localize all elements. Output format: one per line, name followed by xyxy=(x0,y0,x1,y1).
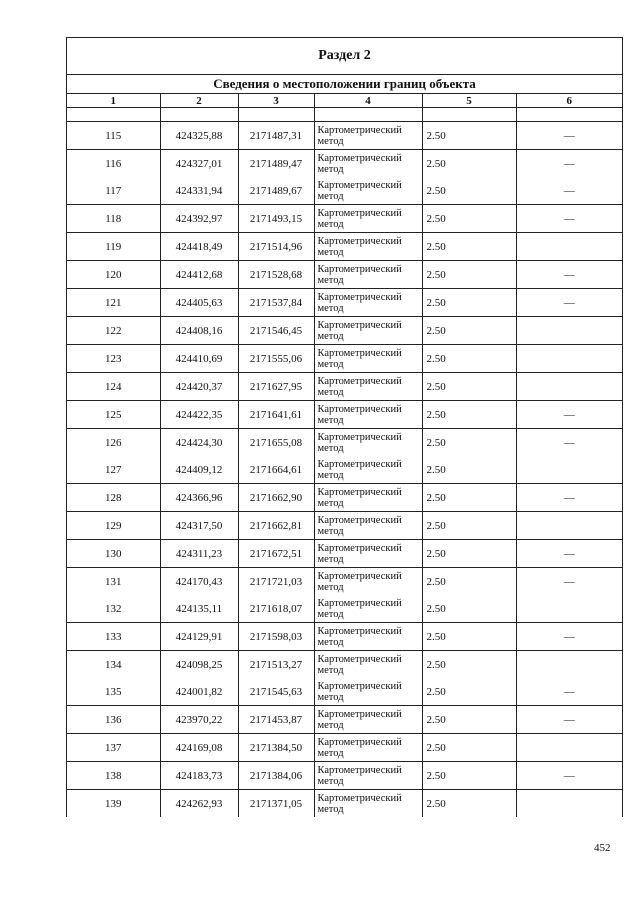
point-number-cell: 127 xyxy=(67,456,160,484)
document-frame xyxy=(66,37,623,817)
y-coordinate-cell: 2171618,07 xyxy=(238,595,314,623)
table-row xyxy=(67,261,622,289)
x-coordinate-cell: 424098,25 xyxy=(160,651,238,679)
accuracy-cell: 2.50 xyxy=(422,706,516,734)
note-cell xyxy=(516,790,622,818)
x-coordinate-cell: 424405,63 xyxy=(160,289,238,317)
note-cell xyxy=(516,512,622,540)
point-number-cell: 120 xyxy=(67,261,160,289)
table-body xyxy=(67,122,622,818)
accuracy-cell: 2.50 xyxy=(422,678,516,706)
note-cell: — xyxy=(563,575,575,588)
method-cell: Картометрический метод xyxy=(314,429,422,457)
y-coordinate-cell: 2171545,63 xyxy=(238,678,314,706)
point-number-cell: 124 xyxy=(67,373,160,401)
note-cell: — xyxy=(516,706,622,734)
x-coordinate-cell: 424412,68 xyxy=(160,261,238,289)
table-row xyxy=(67,289,622,317)
point-number-cell: 135 xyxy=(67,678,160,706)
accuracy-cell: 2.50 xyxy=(422,177,516,205)
table-row xyxy=(67,706,622,734)
y-coordinate-cell: 2171555,06 xyxy=(238,345,314,373)
accuracy-cell: 2.50 xyxy=(422,456,516,484)
note-cell xyxy=(516,734,622,762)
point-number-cell: 131 xyxy=(67,568,160,596)
x-coordinate-cell: 424327,01 xyxy=(160,150,238,178)
table-row xyxy=(67,678,622,706)
y-coordinate-cell: 2171384,50 xyxy=(238,734,314,762)
x-coordinate-cell: 424183,73 xyxy=(160,762,238,790)
method-cell: Картометрический метод xyxy=(314,261,422,289)
method-cell: Картометрический метод xyxy=(314,623,422,651)
y-coordinate-cell: 2171514,96 xyxy=(238,233,314,261)
point-number-cell: 137 xyxy=(67,734,160,762)
table-row xyxy=(67,456,622,484)
table-row xyxy=(67,568,622,596)
point-number-cell: 138 xyxy=(67,762,160,790)
method-cell: Картометрический метод xyxy=(314,233,422,261)
y-coordinate-cell: 2171641,61 xyxy=(238,401,314,429)
point-number-cell: 132 xyxy=(67,595,160,623)
column-header: 1 xyxy=(67,94,160,108)
y-coordinate-cell: 2171487,31 xyxy=(238,122,314,150)
point-number-cell: 129 xyxy=(67,512,160,540)
table-row xyxy=(67,484,622,512)
method-cell: Картометрический метод xyxy=(314,595,422,623)
x-coordinate-cell: 424325,88 xyxy=(160,122,238,150)
spacer-cell xyxy=(67,108,160,122)
point-number-cell: 123 xyxy=(67,345,160,373)
note-cell: — xyxy=(563,157,575,170)
y-coordinate-cell: 2171627,95 xyxy=(238,373,314,401)
accuracy-cell: 2.50 xyxy=(422,484,516,512)
x-coordinate-cell: 424409,12 xyxy=(160,456,238,484)
note-cell xyxy=(516,651,622,679)
table-row xyxy=(67,150,622,178)
column-header: 3 xyxy=(238,94,314,108)
method-cell: Картометрический метод xyxy=(314,317,422,345)
method-cell: Картометрический метод xyxy=(314,484,422,512)
table-row xyxy=(67,762,622,790)
point-number-cell: 125 xyxy=(67,401,160,429)
y-coordinate-cell: 2171384,06 xyxy=(238,762,314,790)
note-cell xyxy=(516,345,622,373)
accuracy-cell: 2.50 xyxy=(422,512,516,540)
point-number-cell: 122 xyxy=(67,317,160,345)
x-coordinate-cell: 424262,93 xyxy=(160,790,238,818)
table-row xyxy=(67,595,622,623)
note-cell: — xyxy=(516,289,622,317)
method-cell: Картометрический метод xyxy=(314,651,422,679)
section-title: Раздел 2 xyxy=(67,38,622,75)
table-row xyxy=(67,177,622,205)
note-cell: — xyxy=(516,177,622,205)
y-coordinate-cell: 2171493,15 xyxy=(238,205,314,233)
spacer-cell xyxy=(238,108,314,122)
x-coordinate-cell: 424392,97 xyxy=(160,205,238,233)
x-coordinate-cell: 424410,69 xyxy=(160,345,238,373)
point-number-cell: 118 xyxy=(67,205,160,233)
x-coordinate-cell: 424331,94 xyxy=(160,177,238,205)
x-coordinate-cell: 424001,82 xyxy=(160,678,238,706)
y-coordinate-cell: 2171721,03 xyxy=(238,568,314,596)
spacer-row xyxy=(67,108,622,122)
spacer-cell xyxy=(516,108,622,122)
accuracy-cell: 2.50 xyxy=(422,734,516,762)
accuracy-cell: 2.50 xyxy=(422,401,516,429)
point-number-cell: 126 xyxy=(67,429,160,457)
accuracy-cell: 2.50 xyxy=(422,122,516,150)
point-number-cell: 134 xyxy=(67,651,160,679)
method-cell: Картометрический метод xyxy=(314,177,422,205)
x-coordinate-cell: 424366,96 xyxy=(160,484,238,512)
note-cell xyxy=(516,233,622,261)
method-cell: Картометрический метод xyxy=(314,512,422,540)
y-coordinate-cell: 2171672,51 xyxy=(238,540,314,568)
header-row xyxy=(67,94,622,108)
method-cell: Картометрический метод xyxy=(314,706,422,734)
table-row xyxy=(67,401,622,429)
section-subtitle: Сведения о местоположении границ объекта xyxy=(67,75,622,94)
y-coordinate-cell: 2171371,05 xyxy=(238,790,314,818)
column-header: 4 xyxy=(314,94,422,108)
method-cell: Картометрический метод xyxy=(314,734,422,762)
method-cell: Картометрический метод xyxy=(314,568,422,596)
accuracy-cell: 2.50 xyxy=(422,205,516,233)
method-cell: Картометрический метод xyxy=(314,678,422,706)
method-cell: Картометрический метод xyxy=(314,540,422,568)
accuracy-cell: 2.50 xyxy=(422,289,516,317)
accuracy-cell: 2.50 xyxy=(422,623,516,651)
x-coordinate-cell: 424422,35 xyxy=(160,401,238,429)
method-cell: Картометрический метод xyxy=(314,762,422,790)
accuracy-cell: 2.50 xyxy=(422,540,516,568)
table-row xyxy=(67,790,622,818)
column-header: 6 xyxy=(516,94,622,108)
table-row xyxy=(67,233,622,261)
method-cell: Картометрический метод xyxy=(314,345,422,373)
y-coordinate-cell: 2171453,87 xyxy=(238,706,314,734)
note-cell: — xyxy=(516,484,622,512)
point-number-cell: 116 xyxy=(67,150,160,178)
spacer-cell xyxy=(314,108,422,122)
y-coordinate-cell: 2171598,03 xyxy=(238,623,314,651)
y-coordinate-cell: 2171489,47 xyxy=(238,150,314,178)
point-number-cell: 121 xyxy=(67,289,160,317)
y-coordinate-cell: 2171528,68 xyxy=(238,261,314,289)
x-coordinate-cell: 424424,30 xyxy=(160,429,238,457)
accuracy-cell: 2.50 xyxy=(422,373,516,401)
point-number-cell: 139 xyxy=(67,790,160,818)
table-row xyxy=(67,734,622,762)
x-coordinate-cell: 424408,16 xyxy=(160,317,238,345)
table-row xyxy=(67,317,622,345)
method-cell: Картометрический метод xyxy=(314,790,422,818)
note-cell xyxy=(516,317,622,345)
column-header: 2 xyxy=(160,94,238,108)
accuracy-cell: 2.50 xyxy=(422,429,516,457)
y-coordinate-cell: 2171537,84 xyxy=(238,289,314,317)
accuracy-cell: 2.50 xyxy=(422,233,516,261)
x-coordinate-cell: 424418,49 xyxy=(160,233,238,261)
method-cell: Картометрический метод xyxy=(314,122,422,150)
note-cell: — xyxy=(563,436,575,449)
note-cell xyxy=(516,373,622,401)
y-coordinate-cell: 2171489,67 xyxy=(238,177,314,205)
point-number-cell: 130 xyxy=(67,540,160,568)
method-cell: Картометрический метод xyxy=(314,373,422,401)
accuracy-cell: 2.50 xyxy=(422,317,516,345)
note-cell: — xyxy=(516,205,622,233)
column-header: 5 xyxy=(422,94,516,108)
point-number-cell: 133 xyxy=(67,623,160,651)
spacer-cell xyxy=(422,108,516,122)
point-number-cell: 136 xyxy=(67,706,160,734)
x-coordinate-cell: 424317,50 xyxy=(160,512,238,540)
method-cell: Картометрический метод xyxy=(314,401,422,429)
x-coordinate-cell: 424311,23 xyxy=(160,540,238,568)
y-coordinate-cell: 2171655,08 xyxy=(238,429,314,457)
table-row xyxy=(67,373,622,401)
table-row xyxy=(67,623,622,651)
point-number-cell: 119 xyxy=(67,233,160,261)
table-row xyxy=(67,205,622,233)
accuracy-cell: 2.50 xyxy=(422,568,516,596)
method-cell: Картометрический метод xyxy=(314,150,422,178)
y-coordinate-cell: 2171546,45 xyxy=(238,317,314,345)
note-cell: — xyxy=(516,401,622,429)
point-number-cell: 117 xyxy=(67,177,160,205)
accuracy-cell: 2.50 xyxy=(422,595,516,623)
x-coordinate-cell: 424420,37 xyxy=(160,373,238,401)
x-coordinate-cell: 424129,91 xyxy=(160,623,238,651)
table-row xyxy=(67,512,622,540)
table-row xyxy=(67,429,622,457)
table-row xyxy=(67,540,622,568)
accuracy-cell: 2.50 xyxy=(422,790,516,818)
note-cell: — xyxy=(516,261,622,289)
point-number-cell: 128 xyxy=(67,484,160,512)
note-cell xyxy=(516,595,622,623)
note-cell: — xyxy=(516,762,622,790)
table-row xyxy=(67,122,622,150)
point-number-cell: 115 xyxy=(67,122,160,150)
x-coordinate-cell: 423970,22 xyxy=(160,706,238,734)
x-coordinate-cell: 424169,08 xyxy=(160,734,238,762)
accuracy-cell: 2.50 xyxy=(422,261,516,289)
accuracy-cell: 2.50 xyxy=(422,651,516,679)
accuracy-cell: 2.50 xyxy=(422,345,516,373)
y-coordinate-cell: 2171662,90 xyxy=(238,484,314,512)
method-cell: Картометрический метод xyxy=(314,456,422,484)
method-cell: Картометрический метод xyxy=(314,289,422,317)
method-cell: Картометрический метод xyxy=(314,205,422,233)
table-row xyxy=(67,651,622,679)
note-cell: — xyxy=(516,678,622,706)
accuracy-cell: 2.50 xyxy=(422,150,516,178)
note-cell xyxy=(516,456,622,484)
y-coordinate-cell: 2171662,81 xyxy=(238,512,314,540)
x-coordinate-cell: 424135,11 xyxy=(160,595,238,623)
x-coordinate-cell: 424170,43 xyxy=(160,568,238,596)
coordinates-table xyxy=(67,94,622,817)
y-coordinate-cell: 2171513,27 xyxy=(238,651,314,679)
note-cell: — xyxy=(516,122,622,150)
y-coordinate-cell: 2171664,61 xyxy=(238,456,314,484)
spacer-cell xyxy=(160,108,238,122)
note-cell: — xyxy=(516,540,622,568)
table-row xyxy=(67,345,622,373)
page-number: 452 xyxy=(594,842,611,854)
note-cell: — xyxy=(516,623,622,651)
accuracy-cell: 2.50 xyxy=(422,762,516,790)
